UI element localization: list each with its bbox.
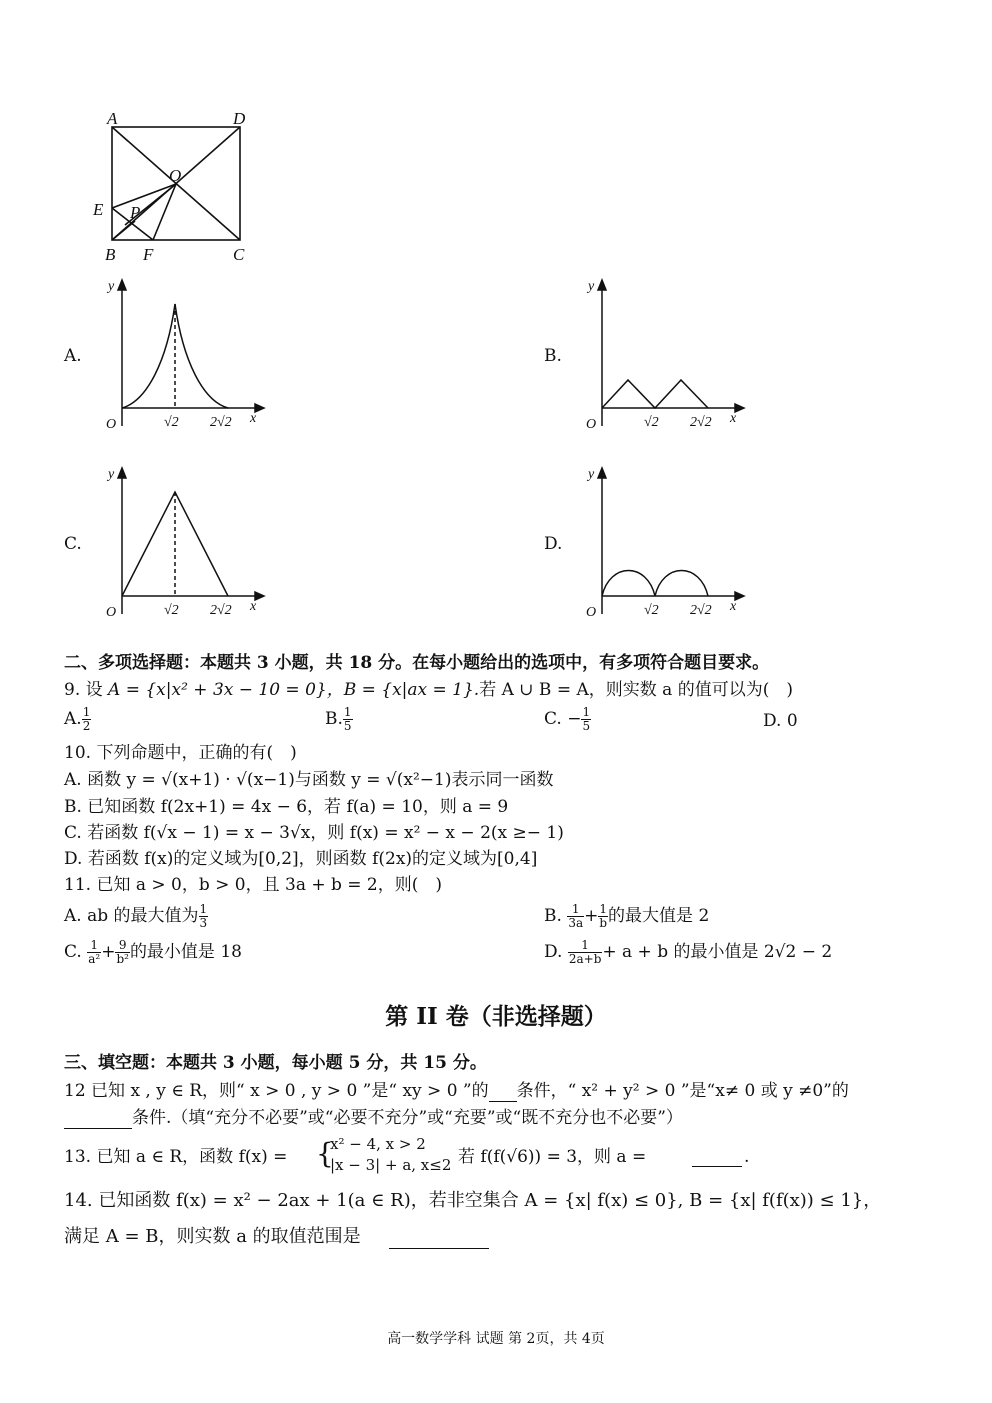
q12-line1 xyxy=(64,1080,849,1102)
q9-option-b-den: 5 xyxy=(343,719,352,733)
q11-option-a-text: A. ab 的最大值为 xyxy=(64,906,199,926)
graph-a xyxy=(92,276,272,436)
tick-sqrt2: √2 xyxy=(644,603,659,618)
q11-option-b-num2: 1 xyxy=(599,902,608,916)
y-label: y xyxy=(108,467,115,482)
q11-option-c-plus: + xyxy=(101,942,116,962)
q11-option-c xyxy=(64,939,242,966)
q12-blank-2[interactable] xyxy=(64,1108,132,1129)
q13-answer-blank[interactable] xyxy=(692,1146,742,1167)
graph-option-c-label: C. xyxy=(64,534,82,554)
q9-stem-math: A = {x|x² + 3x − 10 = 0}，B = {x|ax = 1}. xyxy=(108,680,480,700)
q11-option-d-num: 1 xyxy=(568,939,603,953)
q9-option-b-num: 1 xyxy=(343,705,352,719)
label-B: B xyxy=(105,245,116,264)
q11-option-b-den2: b xyxy=(599,916,608,930)
x-label: x xyxy=(250,599,257,614)
q9-option-b-label: B. xyxy=(325,709,343,729)
q11-option-d xyxy=(544,939,832,966)
section3-heading: 三、填空题：本题共 3 小题，每小题 5 分，共 15 分。 xyxy=(64,1053,487,1073)
q13-condition: 若 f(f(√6)) = 3，则 a = xyxy=(458,1147,647,1167)
graph-c xyxy=(92,464,272,624)
q9-option-a-label: A. xyxy=(64,709,82,729)
rectangle-figure xyxy=(85,105,260,270)
tick-sqrt2: √2 xyxy=(644,415,659,430)
section2-heading: 二、多项选择题：本题共 3 小题，共 18 分。在每小题给出的选项中，有多项符合题目要求。 xyxy=(64,653,770,673)
q11-option-d-label: D. xyxy=(544,942,568,962)
origin-label: O xyxy=(586,417,597,432)
q9-option-b xyxy=(325,706,353,733)
q10-option-a: A. 函数 y = √(x+1) · √(x−1)与函数 y = √(x²−1)表示同一函数 xyxy=(64,770,554,790)
label-E: E xyxy=(93,200,104,219)
q12-blank-1[interactable] xyxy=(489,1081,517,1102)
q11-option-b-text: 的最大值是 2 xyxy=(608,906,710,926)
origin-label: O xyxy=(586,605,597,620)
x-label: x xyxy=(730,411,737,426)
q11-option-a-den: 3 xyxy=(199,916,208,930)
graph-option-b-label: B. xyxy=(544,346,562,366)
q11-option-c-label: C. xyxy=(64,942,88,962)
q11-option-c-num2: 9 xyxy=(115,939,130,953)
q11-option-c-text: 的最小值是 18 xyxy=(129,942,242,962)
q9-option-a-num: 1 xyxy=(82,705,91,719)
page-footer: 高一数学学科 试题 第 2页，共 4页 xyxy=(387,1331,605,1347)
graph-b xyxy=(572,276,752,436)
q14-line2: 满足 A = B，则实数 a 的取值范围是 xyxy=(64,1226,361,1247)
q9-stem xyxy=(64,679,793,701)
q9-option-c-label: C. − xyxy=(544,709,582,729)
q11-option-b-plus: + xyxy=(584,906,599,926)
q12-line1-part1: 12 已知 x , y ∈ R，则“ x > 0 , y > 0 ”是“ xy > 0 ”的 xyxy=(64,1081,489,1101)
q12-line1-part2: 条件，“ x² + y² > 0 ”是“x≠ 0 或 y ≠0”的 xyxy=(516,1081,849,1101)
q11-option-b-label: B. xyxy=(544,906,568,926)
q10-option-c: C. 若函数 f(√x − 1) = x − 3√x，则 f(x) = x² − x − 2(x ≥− 1) xyxy=(64,823,564,843)
q11-option-b xyxy=(544,903,709,930)
label-D: D xyxy=(233,109,246,128)
label-F: F xyxy=(143,245,154,264)
q13-case2: |x − 3| + a, x≤2 xyxy=(330,1156,452,1174)
q12-line2-text: 条件.（填“充分不必要”或“必要不充分”或“充要”或“既不充分也不必要”） xyxy=(132,1108,683,1128)
graph-option-a-label: A. xyxy=(64,346,82,366)
label-C: C xyxy=(233,245,245,264)
q13-case1: x² − 4, x > 2 xyxy=(330,1135,426,1153)
q14-answer-blank[interactable] xyxy=(389,1228,489,1249)
q11-option-b-den1: 3a xyxy=(568,916,584,930)
q11-option-b-num1: 1 xyxy=(567,903,584,917)
q11-option-c-num1: 1 xyxy=(87,939,101,953)
q9-option-c-num: 1 xyxy=(582,705,591,719)
origin-label: O xyxy=(106,417,117,432)
q11-option-d-text: + a + b 的最小值是 2√2 − 2 xyxy=(602,942,833,962)
q11-option-d-den: 2a+b xyxy=(568,952,602,966)
q9-option-a-den: 2 xyxy=(82,719,91,733)
q9-option-a xyxy=(64,706,91,733)
x-label: x xyxy=(250,411,257,426)
q11-option-a xyxy=(64,903,208,930)
tick-2sqrt2: 2√2 xyxy=(690,603,712,618)
graph-option-d-label: D. xyxy=(544,534,563,554)
y-label: y xyxy=(108,279,115,294)
label-A: A xyxy=(107,109,118,128)
q9-stem-prefix: 9. 设 xyxy=(64,680,109,700)
tick-2sqrt2: 2√2 xyxy=(210,603,232,618)
q11-option-a-num: 1 xyxy=(199,902,208,916)
label-O: O xyxy=(169,166,182,185)
q10-option-b: B. 已知函数 f(2x+1) = 4x − 6，若 f(a) = 10，则 a = 9 xyxy=(64,797,509,817)
tick-2sqrt2: 2√2 xyxy=(690,415,712,430)
q13-end: . xyxy=(744,1147,750,1167)
q9-option-c-den: 5 xyxy=(582,719,591,733)
origin-label: O xyxy=(106,605,117,620)
q9-option-d: D. 0 xyxy=(763,711,798,731)
q14-line1: 14. 已知函数 f(x) = x² − 2ax + 1(a ∈ R)，若非空集合 A = {x| f(x) ≤ 0}, B = {x| f(f(x)) ≤ 1}， xyxy=(64,1190,882,1211)
q9-stem-suffix: 若 A ∪ B = A，则实数 a 的值可以为( ) xyxy=(479,680,793,700)
q11-option-c-den1: a² xyxy=(88,952,101,966)
q10-option-d: D. 若函数 f(x)的定义域为[0,2]，则函数 f(2x)的定义域为[0,4] xyxy=(64,849,538,869)
x-label: x xyxy=(730,599,737,614)
q13-prefix: 13. 已知 a ∈ R，函数 f(x) = xyxy=(64,1147,288,1167)
q11-stem: 11. 已知 a > 0，b > 0，且 3a + b = 2，则( ) xyxy=(64,875,443,895)
y-label: y xyxy=(588,279,595,294)
tick-2sqrt2: 2√2 xyxy=(210,415,232,430)
tick-sqrt2: √2 xyxy=(164,603,179,618)
tick-sqrt2: √2 xyxy=(164,415,179,430)
q10-stem: 10. 下列命题中，正确的有( ) xyxy=(64,743,297,763)
y-label: y xyxy=(588,467,595,482)
label-P: P xyxy=(130,203,141,222)
graph-d xyxy=(572,464,752,624)
q12-line2 xyxy=(64,1107,683,1129)
q11-option-c-den2: b² xyxy=(116,952,129,966)
part2-title: 第 II 卷（非选择题） xyxy=(385,1003,607,1030)
q13-brace: { xyxy=(316,1137,334,1170)
q9-option-c xyxy=(544,706,591,733)
